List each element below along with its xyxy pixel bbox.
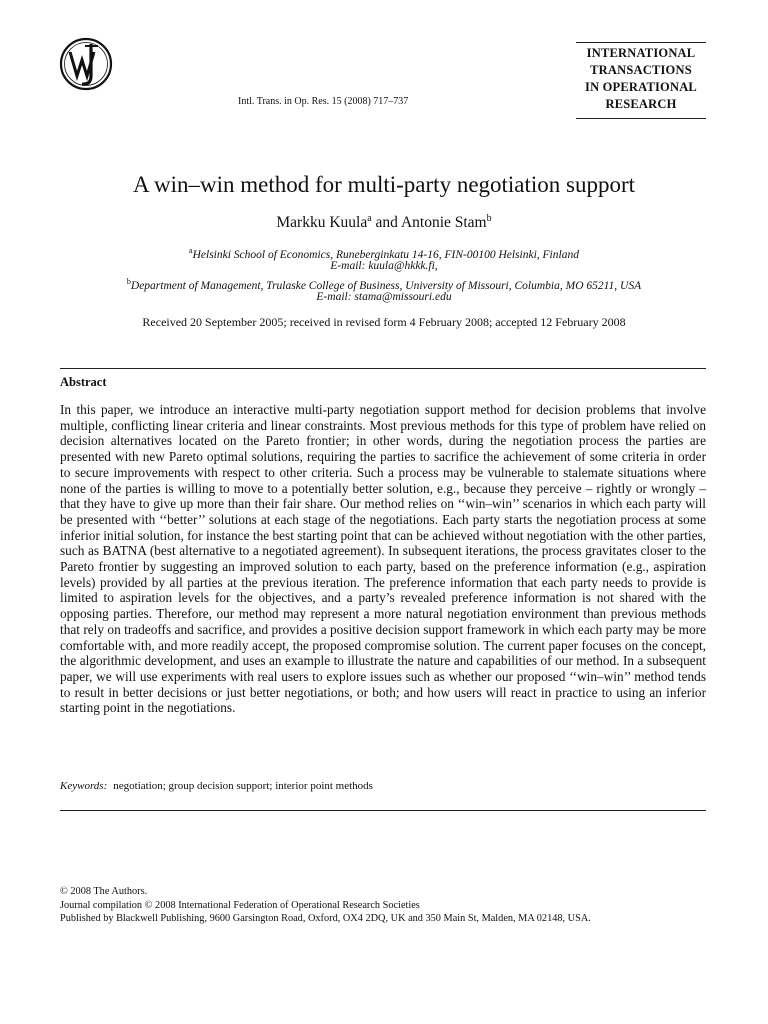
copyright-line: © 2008 The Authors. [60, 886, 148, 897]
wiley-blackwell-wj-logo-icon [58, 36, 114, 92]
abstract-heading: Abstract [60, 375, 107, 389]
abstract-bottom-rule [60, 810, 706, 811]
journal-box-bottom-rule [576, 118, 706, 119]
journal-name-line: INTERNATIONAL [586, 46, 696, 60]
keywords [60, 780, 706, 792]
article-title: A win–win method for multi-party negotiation support [132, 172, 636, 197]
affiliation-b-email: E-mail: stama@missouri.edu [316, 291, 452, 303]
author-affiliation-mark: a [367, 213, 372, 224]
affiliation-text: Helsinki School of Economics, Runeberginkatu 14-16, FIN-00100 Helsinki, Finland [192, 248, 579, 261]
affiliation-mark: b [126, 277, 131, 286]
keywords-text: negotiation; group decision support; interior point methods [113, 780, 373, 792]
affiliation-mark: a [189, 246, 193, 255]
journal-name-line: IN OPERATIONAL [585, 80, 697, 94]
author-line [0, 213, 768, 232]
journal-compilation-line: Journal compilation © 2008 International Federation of Operational Research Societies [60, 899, 420, 911]
abstract-top-rule [60, 368, 706, 369]
journal-box-top-rule [576, 42, 706, 43]
copyright-footer [60, 885, 720, 926]
journal-name-box [576, 42, 706, 119]
journal-citation: Intl. Trans. in Op. Res. 15 (2008) 717–737 [238, 96, 409, 107]
keywords-label: Keywords: [60, 780, 108, 792]
author-affiliation-mark: b [486, 213, 492, 224]
affiliation-text: Department of Management, Trulaske College of Business, University of Missouri, Columbia, MO 65211, USA [130, 279, 642, 292]
abstract-body: In this paper, we introduce an interactive multi-party negotiation support method for decision problems that involve multiple, conflicting linear criteria and linear constraints. Most previous methods for this type of problem have relied on decision alternatives located on the Pareto frontier; in other words, during the negotiation process the parties are presented with new Pareto optimal solutions, requiring the parties to sacrifice the achievement of some criteria in order to secure improvements with respect to other criteria. Such a process may be vulnerable to stalemate situations where none of the parties is willing to move to a potentially better solution, e.g., because they perceive – rightly or wrongly – that they have to give up more than their fair share. Our method relies on ‘‘win–win’’ scenarios in which each party will be presented with ‘‘better’’ solutions at each stage of the negotiations. Each party starts the negotiation process at some inferior initial solution, for instance the best starting point that can be achieved without negotiation with the other parties, such as BATNA (best alternative to a negotiated agreement). In subsequent iterations, the process gravitates closer to the Pareto frontier by suggesting an improved solution to each party, based on the preference information (e.g., aspiration levels) provided by all parties at the previous iteration. The preference information that each party needs to provide is limited to aspiration levels for the objectives, and a party’s revealed preference information is not shared with the opposing parties. Therefore, our method may represent a more natural negotiation environment than previous methods that rely on tradeoffs and sacrifice, and provides a positive decision support framework in which each party may be more comfortable with, and more readily accept, the proposed compromise solution. The current paper focuses on the concept, the algorithmic development, and uses an example to illustrate the nature and capabilities of our method. In a subsequent paper, we will use experiments with real users to explore issues such as whether our proposed ‘‘win–win’’ method tends to result in better decisions or just better negotiations, or both; and how users will react in practice to using an inferior starting point in the negotiations. [60, 402, 706, 716]
journal-name-line: RESEARCH [605, 97, 677, 111]
publisher-line: Published by Blackwell Publishing, 9600 Garsington Road, Oxford, OX4 2DQ, UK and 350 Main St, Malden, MA 02148, USA. [60, 913, 591, 924]
author-name: Markku Kuula [276, 214, 368, 232]
affiliation-a-email: E-mail: kuula@hkkk.fi, [330, 260, 438, 272]
author-joiner: and [371, 214, 401, 232]
author-name: Antonie Stam [400, 214, 487, 232]
journal-name-line: TRANSACTIONS [590, 63, 692, 77]
received-dates: Received 20 September 2005; received in revised form 4 February 2008; accepted 12 February 2008 [142, 315, 626, 329]
